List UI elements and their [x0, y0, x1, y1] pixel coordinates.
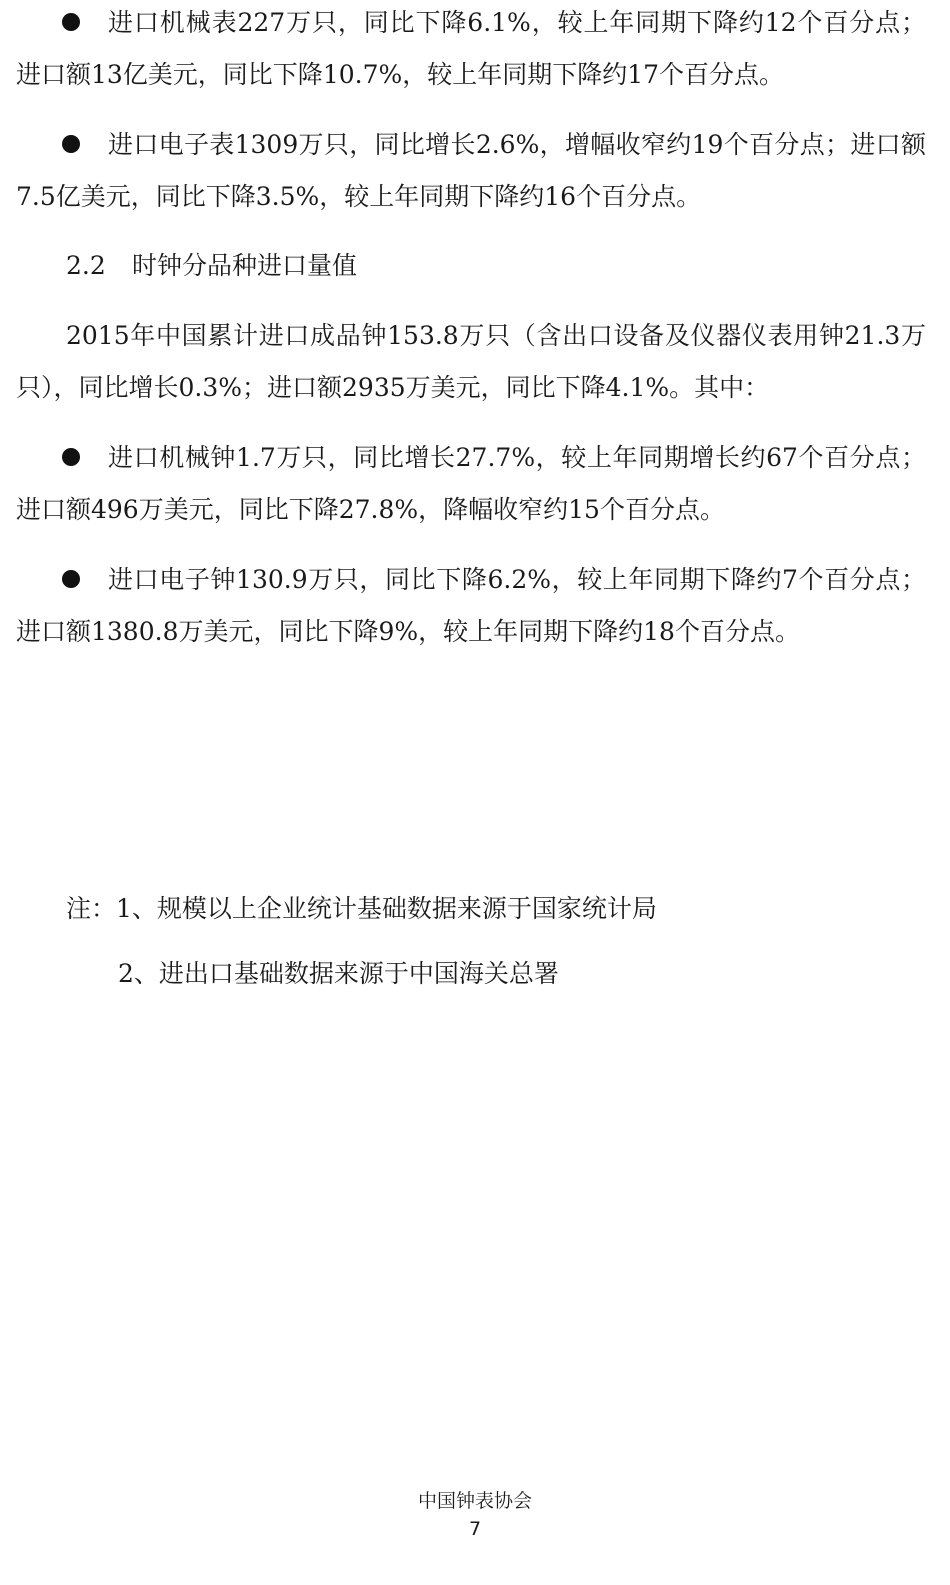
note-line-2: 2、进出口基础数据来源于中国海关总署 — [118, 959, 559, 988]
intro-paragraph: 2015年中国累计进口成品钟153.8万只（含出口设备及仪器仪表用钟21.3万只），同比增长0.3%；进口额2935万美元，同比下降4.1%。其中： — [16, 321, 926, 402]
note-line-1: 注：1、规模以上企业统计基础数据来源于国家统计局 — [66, 894, 657, 923]
bullet-electronic-watch: 进口电子表1309万只，同比增长2.6%，增幅收窄约19个百分点；进口额7.5亿美元，同比下降3.5%，较上年同期下降约16个百分点。 — [16, 130, 926, 211]
bullet-mechanical-watch: 进口机械表227万只，同比下降6.1%，较上年同期下降约12个百分点；进口额13亿美元，同比下降10.7%，较上年同期下降约17个百分点。 — [16, 8, 926, 89]
page-number: 7 — [468, 1518, 482, 1540]
section-title: 时钟分品种进口量值 — [132, 251, 358, 280]
footer-organization: 中国钟表协会 — [417, 1490, 532, 1512]
bullet-mechanical-clock: 进口机械钟1.7万只，同比增长27.7%，较上年同期增长约67个百分点；进口额496万美元，同比下降27.8%，降幅收窄约15个百分点。 — [16, 443, 926, 524]
bullet-electronic-clock: 进口电子钟130.9万只，同比下降6.2%，较上年同期下降约7个百分点；进口额1380.8万美元，同比下降9%，较上年同期下降约18个百分点。 — [16, 565, 926, 646]
section-number: 2.2 — [66, 251, 106, 280]
section-heading — [66, 240, 357, 292]
